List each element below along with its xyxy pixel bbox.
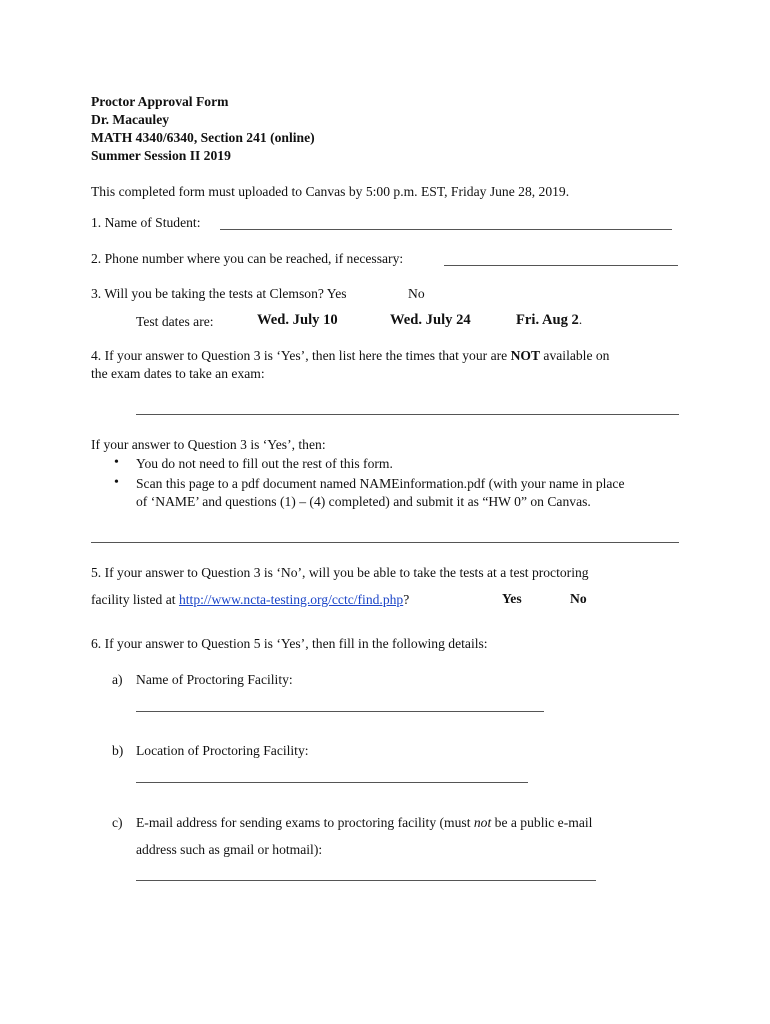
test-dates-label: Test dates are: xyxy=(136,314,214,329)
facility-name-field[interactable] xyxy=(136,711,544,712)
q5-yes-option[interactable]: Yes xyxy=(502,591,522,606)
yes-block-intro: If your answer to Question 3 is ‘Yes’, then: xyxy=(91,437,326,452)
test-date-2: Wed. July 24 xyxy=(390,312,471,328)
q4-line-1: 4. If your answer to Question 3 is ‘Yes’, then list here the times that your are NOT available on xyxy=(91,348,610,363)
phone-number-field[interactable] xyxy=(444,265,678,266)
facility-location-field[interactable] xyxy=(136,782,528,783)
course-line: MATH 4340/6340, Section 241 (online) xyxy=(91,130,315,145)
q6a-text: Name of Proctoring Facility: xyxy=(136,672,293,687)
q6a-marker: a) xyxy=(112,672,123,687)
bullet-2-line-2: of ‘NAME’ and questions (1) – (4) completed) and submit it as “HW 0” on Canvas. xyxy=(136,494,591,509)
deadline-text: This completed form must uploaded to Canvas by 5:00 p.m. EST, Friday June 28, 2019. xyxy=(91,184,570,199)
q5-line-1: 5. If your answer to Question 3 is ‘No’, will you be able to take the tests at a test proctoring xyxy=(91,565,589,580)
test-date-3: Fri. Aug 2. xyxy=(516,312,583,328)
student-name-field[interactable] xyxy=(220,229,672,230)
instructor-name: Dr. Macauley xyxy=(91,112,170,127)
test-date-1: Wed. July 10 xyxy=(257,312,338,328)
q6c-line-2: address such as gmail or hotmail): xyxy=(136,842,323,857)
q5-line-2: facility listed at http://www.ncta-testing.org/cctc/find.php? xyxy=(91,592,410,607)
q3-no-option[interactable]: No xyxy=(408,286,425,301)
q3-label: 3. Will you be taking the tests at Clemson? Yes xyxy=(91,286,347,301)
q6-label: 6. If your answer to Question 5 is ‘Yes’, then fill in the following details: xyxy=(91,636,488,651)
bullet-2-line-1: Scan this page to a pdf document named NAMEinformation.pdf (with your name in place xyxy=(136,476,625,491)
bullet-1-text: You do not need to fill out the rest of this form. xyxy=(136,456,393,471)
section-divider xyxy=(91,542,679,543)
form-title: Proctor Approval Form xyxy=(91,94,229,109)
unavailable-times-field[interactable] xyxy=(136,414,679,415)
bullet-icon: • xyxy=(114,475,119,490)
q1-label: 1. Name of Student: xyxy=(91,215,201,230)
bullet-icon: • xyxy=(114,455,119,470)
q2-label: 2. Phone number where you can be reached, if necessary: xyxy=(91,251,404,266)
q6c-line-1: E-mail address for sending exams to proctoring facility (must not be a public e-mail xyxy=(136,815,593,830)
q6b-marker: b) xyxy=(112,743,124,758)
facility-email-field[interactable] xyxy=(136,880,596,881)
q6b-text: Location of Proctoring Facility: xyxy=(136,743,309,758)
q6c-marker: c) xyxy=(112,815,123,830)
proctor-finder-link[interactable]: http://www.ncta-testing.org/cctc/find.php xyxy=(178,592,404,607)
session-line: Summer Session II 2019 xyxy=(91,148,231,163)
q4-line-2: the exam dates to take an exam: xyxy=(91,366,265,381)
q5-no-option[interactable]: No xyxy=(570,591,587,606)
